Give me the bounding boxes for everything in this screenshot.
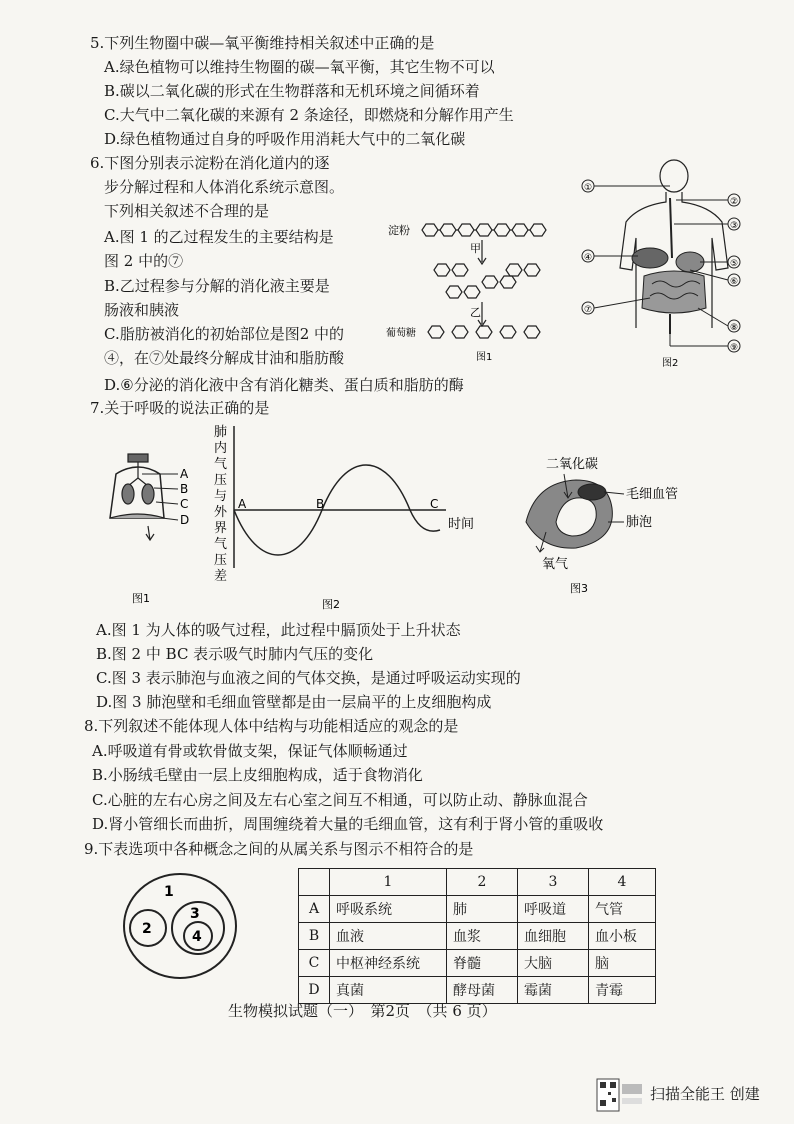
q7-fig2-caption: 图2 <box>322 598 340 611</box>
table-cell: B <box>299 923 330 950</box>
table-cell: 呼吸系统 <box>330 896 447 923</box>
circle-4-label: 4 <box>192 929 202 945</box>
q7-fig1-caption: 图1 <box>132 592 150 605</box>
q6-option-b-2: 肠液和胰液 <box>104 301 180 319</box>
qr-logo-icon <box>596 1078 644 1112</box>
table-cell: 血细胞 <box>518 923 589 950</box>
ylabel-4: 与 <box>214 489 228 504</box>
q9-options-table <box>298 868 656 1004</box>
table-header-cell: 4 <box>589 869 656 896</box>
q6-option-d: D.⑥分泌的消化液中含有消化糖类、蛋白质和脂肪的酶 <box>104 376 464 394</box>
table-header-cell: 2 <box>447 869 518 896</box>
table-cell: 脊髓 <box>447 950 518 977</box>
ylabel-9: 差 <box>214 569 228 584</box>
q5-option-c: C.大气中二氧化碳的来源有 2 条途径，即燃烧和分解作用产生 <box>104 106 514 124</box>
table-cell: 脑 <box>589 950 656 977</box>
q6-option-b-1: B.乙过程参与分解的消化液主要是 <box>104 277 330 295</box>
table-cell: 肺 <box>447 896 518 923</box>
table-row <box>299 923 656 950</box>
ylabel-7: 气 <box>214 537 228 552</box>
co2-label: 二氧化碳 <box>546 457 599 472</box>
q7-fig3-caption: 图3 <box>570 582 588 595</box>
alveolus-label: 肺泡 <box>626 515 653 530</box>
label-8: ⑧ <box>730 323 739 333</box>
circle-2-label: 2 <box>142 921 152 937</box>
table-row <box>299 950 656 977</box>
maltose-group <box>434 264 540 298</box>
label-2: ② <box>730 197 739 207</box>
table-cell: 气管 <box>589 896 656 923</box>
table-cell: A <box>299 896 330 923</box>
label-7: ⑦ <box>584 305 593 315</box>
q7-option-b: B.图 2 中 BC 表示吸气时肺内气压的变化 <box>96 645 374 663</box>
q8-option-c: C.心脏的左右心房之间及左右心室之间互不相通，可以防止动、静脉血混合 <box>92 791 588 809</box>
circle-1-label: 1 <box>164 884 174 900</box>
point-c: C <box>430 497 439 511</box>
starch-digestion-figure <box>386 212 566 372</box>
table-cell: 真菌 <box>330 977 447 1004</box>
starch-chain <box>422 224 546 236</box>
table-row <box>299 896 656 923</box>
ylabel-1: 内 <box>214 441 228 456</box>
ylabel-5: 外 <box>214 505 228 520</box>
fig2-caption: 图2 <box>662 358 679 369</box>
label-9: ⑨ <box>730 343 739 353</box>
table-cell: 血小板 <box>589 923 656 950</box>
q8-stem: 8.下列叙述不能体现人体中结构与功能相适应的观念的是 <box>84 717 459 735</box>
ylabel-3: 压 <box>214 473 228 488</box>
q5-option-a: A.绿色植物可以维持生物圈的碳—氧平衡，其它生物不可以 <box>104 58 495 76</box>
table-header-cell: 1 <box>330 869 447 896</box>
label-a: A <box>180 467 189 481</box>
q7-stem: 7.关于呼吸的说法正确的是 <box>90 399 270 417</box>
table-header-cell: 3 <box>518 869 589 896</box>
page-footer: 生物模拟试题（一） 第2页 （共 6 页） <box>228 1002 497 1020</box>
label-b: B <box>180 482 189 496</box>
process-yi-label: 乙 <box>470 306 481 319</box>
ylabel-8: 压 <box>214 553 228 568</box>
starch-label: 淀粉 <box>388 224 410 237</box>
q5-option-b: B.碳以二氧化碳的形式在生物群落和无机环境之间循环着 <box>104 82 480 100</box>
fig1-caption: 图1 <box>476 352 493 363</box>
x-axis-label: 时间 <box>448 517 475 532</box>
label-6: ⑥ <box>730 277 739 287</box>
label-c: C <box>180 497 189 511</box>
q8-option-b: B.小肠绒毛壁由一层上皮细胞构成，适于食物消化 <box>92 766 423 784</box>
alveolus-drawing <box>526 474 612 552</box>
ylabel-6: 界 <box>214 521 228 536</box>
pressure-curve-figure <box>210 420 490 612</box>
q6-option-a-1: A.图 1 的乙过程发生的主要结构是 <box>104 228 334 246</box>
q5-option-d: D.绿色植物通过自身的呼吸作用消耗大气中的二氧化碳 <box>104 130 466 148</box>
table-header-row <box>299 869 656 896</box>
table-header-cell <box>299 869 330 896</box>
label-4: ④ <box>584 253 593 263</box>
table-cell: 中枢神经系统 <box>330 950 447 977</box>
point-b: B <box>316 497 325 511</box>
ylabel-0: 肺 <box>214 425 228 440</box>
q9-stem: 9.下表选项中各种概念之间的从属关系与图示不相符合的是 <box>84 840 474 858</box>
table-cell: 血浆 <box>447 923 518 950</box>
glucose-units <box>428 326 540 338</box>
q6-stem-3: 下列相关叙述不合理的是 <box>104 202 270 220</box>
capillary-label: 毛细血管 <box>626 487 679 502</box>
bell-jar-model-figure <box>96 448 206 608</box>
point-a: A <box>238 497 247 511</box>
label-3: ③ <box>730 221 739 231</box>
q6-stem-1: 6.下图分别表示淀粉在消化道内的逐 <box>90 154 330 172</box>
digestive-system-figure <box>578 158 748 370</box>
alveolus-figure <box>516 452 716 598</box>
table-cell: 霉菌 <box>518 977 589 1004</box>
circle-1 <box>124 874 236 978</box>
o2-label: 氧气 <box>542 557 569 572</box>
table-cell: 呼吸道 <box>518 896 589 923</box>
table-cell: 血液 <box>330 923 447 950</box>
ylabel-2: 气 <box>214 457 228 472</box>
q7-option-a: A.图 1 为人体的吸气过程，此过程中膈顶处于上升状态 <box>96 621 461 639</box>
scanner-watermark: 扫描全能王 创建 <box>650 1085 760 1103</box>
circle-3-label: 3 <box>190 906 200 922</box>
glucose-label: 葡萄糖 <box>386 328 416 339</box>
table-cell: 大脑 <box>518 950 589 977</box>
table-cell: D <box>299 977 330 1004</box>
table-cell: 酵母菌 <box>447 977 518 1004</box>
q6-option-c-2: ④，在⑦处最终分解成甘油和脂肪酸 <box>104 349 345 367</box>
organ-labels <box>582 180 740 353</box>
q6-option-a-2: 图 2 中的⑦ <box>104 252 184 270</box>
label-1: ① <box>584 183 593 193</box>
bell-jar <box>110 454 164 540</box>
process-jia-label: 甲 <box>470 242 481 255</box>
table-cell: 青霉 <box>589 977 656 1004</box>
q7-option-d: D.图 3 肺泡壁和毛细血管壁都是由一层扁平的上皮细胞构成 <box>96 693 492 711</box>
q7-option-c: C.图 3 表示肺泡与血液之间的气体交换，是通过呼吸运动实现的 <box>96 669 521 687</box>
q8-option-d: D.肾小管细长而曲折，周围缠绕着大量的毛细血管，这有利于肾小管的重吸收 <box>92 815 604 833</box>
q8-option-a: A.呼吸道有骨或软骨做支架，保证气体顺畅通过 <box>92 742 408 760</box>
label-d: D <box>180 513 190 527</box>
q6-option-c-1: C.脂肪被消化的初始部位是图2 中的 <box>104 325 345 343</box>
q5-stem: 5.下列生物圈中碳—氧平衡维持相关叙述中正确的是 <box>90 34 435 52</box>
organs <box>632 198 706 334</box>
label-5: ⑤ <box>730 259 739 269</box>
concept-circle-diagram <box>118 870 248 986</box>
table-cell: C <box>299 950 330 977</box>
y-axis-label <box>214 424 228 584</box>
q6-stem-2: 步分解过程和人体消化系统示意图。 <box>104 178 345 196</box>
